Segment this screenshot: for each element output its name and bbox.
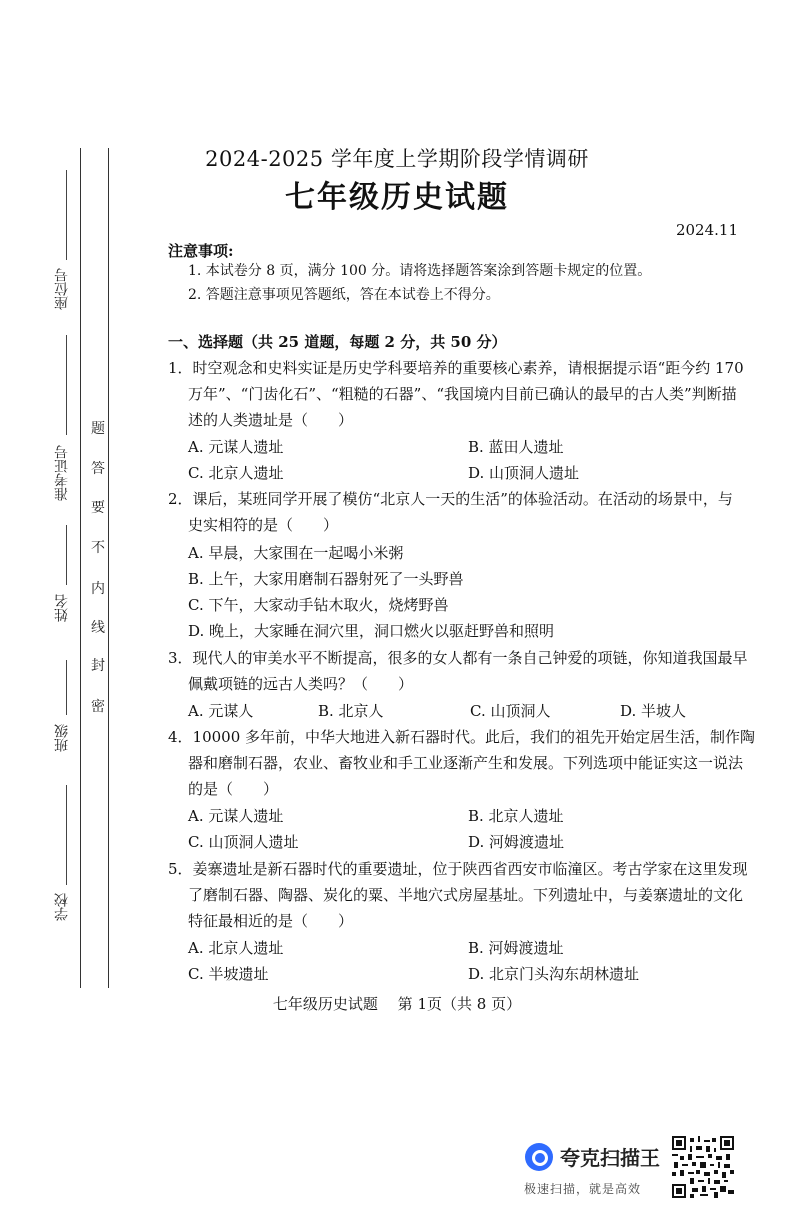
question-line: 述的人类遗址是（ ） xyxy=(188,411,354,429)
binding-line xyxy=(108,148,109,988)
field-underline xyxy=(66,525,67,585)
option-c: C. 下午，大家动手钻木取火，烧烤野兽 xyxy=(188,596,449,614)
option-b: B. 河姆渡遗址 xyxy=(468,939,564,957)
seal-char: 答 xyxy=(91,461,105,477)
seal-char: 不 xyxy=(91,540,105,556)
brand-slogan: 极速扫描，就是高效 xyxy=(524,1182,642,1196)
field-name: 姓名 xyxy=(54,594,70,622)
field-underline xyxy=(66,335,67,435)
option-c: C. 北京人遗址 xyxy=(188,464,284,482)
option-b: B. 上午，大家用磨制石器射死了一头野兽 xyxy=(188,570,464,588)
question-line: 史实相符的是（ ） xyxy=(188,516,339,534)
option-c: C. 半坡遗址 xyxy=(188,965,269,983)
option-a: A. 元谋人遗址 xyxy=(188,438,284,456)
option-c: C. 山顶洞人 xyxy=(470,702,551,720)
field-seat-number: 座位号 xyxy=(54,268,70,310)
question-line: 器和磨制石器，农业、畜牧业和手工业逐渐产生和发展。下列选项中能证实这一说法 xyxy=(188,754,744,772)
question-line: 佩戴项链的远古人类吗？（ ） xyxy=(188,675,414,693)
seal-char: 要 xyxy=(91,500,105,516)
notice-item: 2. 答题注意事项见答题纸，答在本试卷上不得分。 xyxy=(188,287,500,303)
option-a: A. 北京人遗址 xyxy=(188,939,284,957)
option-b: B. 北京人遗址 xyxy=(468,807,564,825)
option-a: A. 元谋人 xyxy=(188,702,254,720)
seal-char: 封 xyxy=(91,658,105,674)
field-underline xyxy=(66,785,67,885)
option-d: D. 山顶洞人遗址 xyxy=(468,464,580,482)
question-line: 4．10000 多年前，中华大地进入新石器时代。此后，我们的祖先开始定居生活，制作陶 xyxy=(168,728,756,746)
option-d: D. 半坡人 xyxy=(620,702,687,720)
field-underline xyxy=(66,660,67,715)
question-line: 万年”、“门齿化石”、“粗糙的石器”、“我国境内目前已确认的最早的古人类”判断描 xyxy=(188,385,737,403)
field-exam-id: 准考证号 xyxy=(54,445,70,501)
option-d: D. 河姆渡遗址 xyxy=(468,833,565,851)
question-line: 1．时空观念和史料实证是历史学科要培养的重要核心素养，请根据提示语“距今约 170 xyxy=(168,359,744,377)
option-c: C. 山顶洞人遗址 xyxy=(188,833,299,851)
section-heading: 一、选择题（共 25 道题，每题 2 分，共 50 分） xyxy=(168,333,507,351)
exam-date: 2024.11 xyxy=(675,221,738,239)
option-b: B. 蓝田人遗址 xyxy=(468,438,564,456)
question-line: 特征最相近的是（ ） xyxy=(188,912,354,930)
seal-char: 线 xyxy=(91,620,105,636)
option-a: A. 元谋人遗址 xyxy=(188,807,284,825)
exam-subtitle: 2024-2025 学年度上学期阶段学情调研 xyxy=(205,147,589,171)
option-b: B. 北京人 xyxy=(318,702,384,720)
option-a: A. 早晨，大家围在一起喝小米粥 xyxy=(188,544,404,562)
seal-char: 密 xyxy=(91,699,105,715)
exam-title: 七年级历史试题 xyxy=(285,180,509,215)
option-d: D. 北京门头沟东胡林遗址 xyxy=(468,965,640,983)
question-line: 2．课后，某班同学开展了模仿“北京人一天的生活”的体验活动。在活动的场景中，与 xyxy=(168,490,733,508)
field-school: 学校 xyxy=(54,893,70,921)
field-class: 班级 xyxy=(54,724,70,752)
page-footer: 七年级历史试题 第 1页（共 8 页） xyxy=(272,995,522,1013)
seal-char: 题 xyxy=(91,421,105,437)
qr-code-icon xyxy=(672,1136,734,1198)
notice-heading: 注意事项: xyxy=(168,242,234,260)
brand-name: 夸克扫描王 xyxy=(560,1146,660,1170)
notice-item: 1. 本试卷分 8 页，满分 100 分。请将选择题答案涂到答题卡规定的位置。 xyxy=(188,263,652,279)
question-line: 了磨制石器、陶器、炭化的粟、半地穴式房屋基址。下列遗址中，与姜寨遗址的文化 xyxy=(188,886,744,904)
question-line: 的是（ ） xyxy=(188,780,279,798)
seal-char: 内 xyxy=(91,581,105,597)
question-line: 5．姜寨遗址是新石器时代的重要遗址，位于陕西省西安市临潼区。考古学家在这里发现 xyxy=(168,860,748,878)
option-d: D. 晚上，大家睡在洞穴里，洞口燃火以驱赶野兽和照明 xyxy=(188,622,555,640)
binding-line-outer xyxy=(80,148,81,988)
question-line: 3．现代人的审美水平不断提高，很多的女人都有一条自己钟爱的项链，你知道我国最早 xyxy=(168,649,748,667)
quark-logo-icon xyxy=(525,1143,553,1171)
scanner-watermark xyxy=(520,1140,670,1200)
